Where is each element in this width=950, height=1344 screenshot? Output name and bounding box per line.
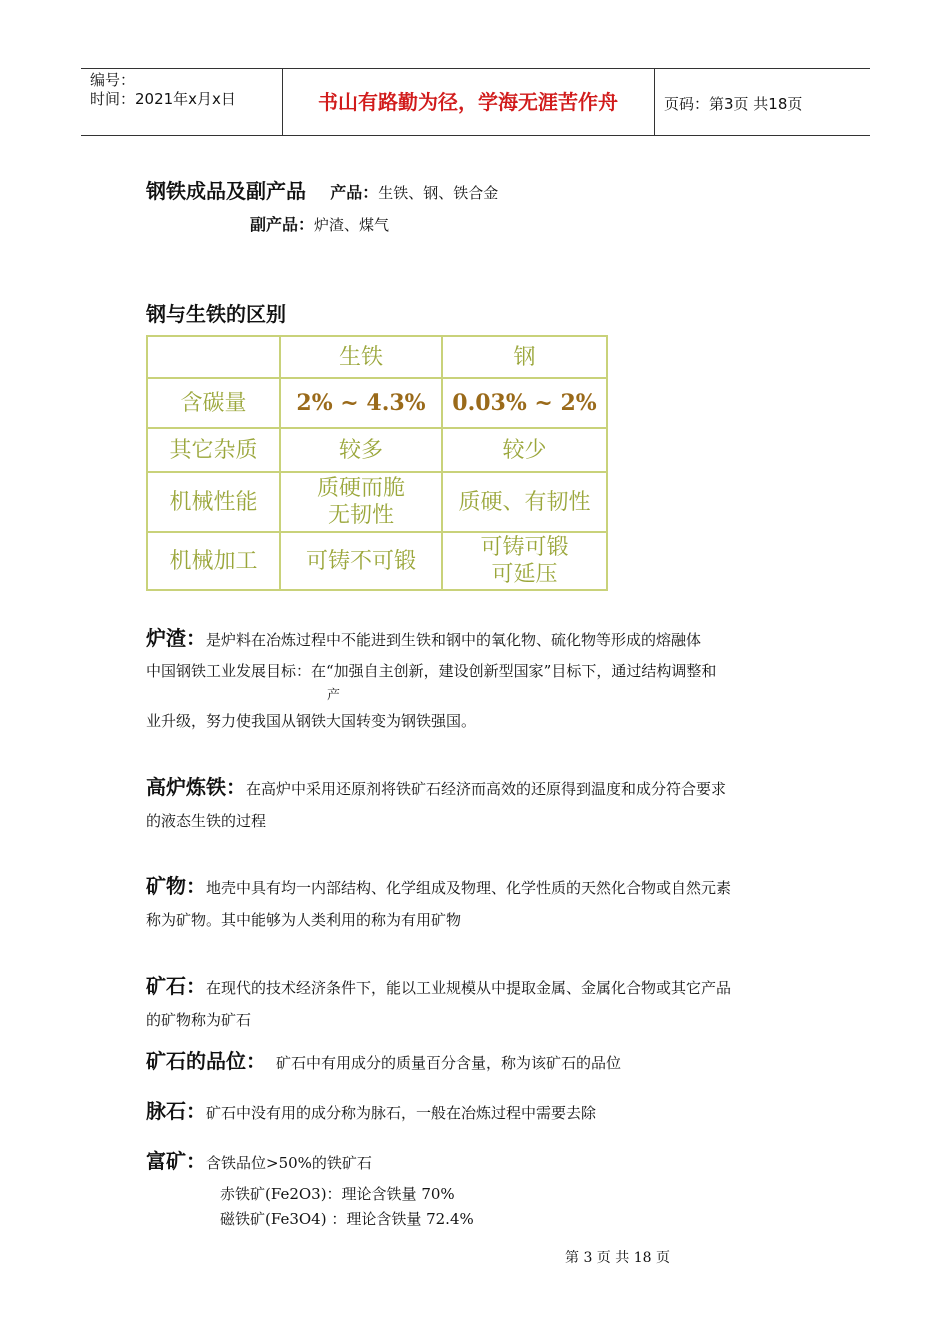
table-cell: 0.03% ~ 2%: [442, 378, 607, 428]
table-row-label: 机械加工: [147, 532, 280, 590]
header-top-rule: [81, 68, 870, 69]
products-title: 钢铁成品及副产品: [146, 179, 306, 203]
table-row-label: 其它杂质: [147, 428, 280, 472]
byproduct-label: 副产品：: [250, 215, 315, 234]
grade-definition: [146, 1045, 621, 1074]
header-bottom-rule: [81, 135, 870, 136]
ore-text-1: 在现代的技术经济条件下，能以工业规模从中提取金属、金属化合物或其它产品: [206, 979, 732, 997]
rich-item-hematite: 赤铁矿(Fe2O3)：理论含铁量 70%: [220, 1185, 455, 1203]
gangue-definition: [146, 1095, 596, 1124]
header-number-label: 编号：: [90, 71, 136, 89]
gangue-term: 脉石：: [146, 1099, 206, 1123]
table-cell: 质硬、有韧性: [442, 472, 607, 532]
slag-text: 是炉料在冶炼过程中不能进到生铁和钢中的氧化物、硫化物等形成的熔融体: [206, 631, 702, 649]
rich-item-magnetite: 磁铁矿(Fe3O4) ：理论含铁量 72.4%: [220, 1210, 474, 1228]
grade-term: 矿石的品位：: [146, 1049, 266, 1073]
page-footer: 第 3 页 共 18 页: [565, 1250, 670, 1266]
mineral-text-1: 地壳中具有均一内部结构、化学组成及物理、化学性质的天然化合物或自然元素: [206, 879, 732, 897]
table-header-cell: 生铁: [280, 336, 442, 378]
mineral-definition: [146, 870, 731, 899]
grade-text: 矿石中有用成分的质量百分含量，称为该矿石的品位: [276, 1054, 622, 1072]
header-divider-right: [654, 68, 655, 136]
product-label: 产品：: [330, 183, 379, 202]
goal-line-2: 业升级，努力使我国从钢铁大国转变为钢铁强国。: [146, 712, 477, 730]
table-cell: 较少: [442, 428, 607, 472]
ore-definition: [146, 970, 731, 999]
table-cell: 质硬而脆 无韧性: [280, 472, 442, 532]
blast-term: 高炉炼铁：: [146, 775, 246, 799]
mineral-text-2: 称为矿物。其中能够为人类利用的称为有用矿物: [146, 911, 462, 929]
table-row-label: 含碳量: [147, 378, 280, 428]
blast-text-2: 的液态生铁的过程: [146, 812, 267, 830]
table-cell: 较多: [280, 428, 442, 472]
blast-definition: [146, 771, 726, 800]
rich-definition: [146, 1145, 372, 1174]
table-header-cell: [147, 336, 280, 378]
table-cell: 2% ~ 4.3%: [280, 378, 442, 428]
mineral-term: 矿物：: [146, 874, 206, 898]
header-page-info: 页码：第3页 共18页: [664, 95, 803, 113]
header-motto: 书山有路勤为径，学海无涯苦作舟: [318, 90, 618, 114]
slag-term: 炉渣：: [146, 626, 206, 650]
byproduct-value: 炉渣、煤气: [314, 216, 390, 234]
products-line: [146, 175, 498, 204]
slag-definition: [146, 622, 701, 651]
diff-title: 钢与生铁的区别: [146, 302, 286, 326]
blast-text-1: 在高炉中采用还原剂将铁矿石经济而高效的还原得到温度和成分符合要求: [246, 780, 727, 798]
goal-line-1: 中国钢铁工业发展目标：在“加强自主创新，建设创新型国家”目标下，通过结构调整和: [146, 662, 717, 680]
table-cell: 可铸可锻 可延压: [442, 532, 607, 590]
ore-text-2: 的矿物称为矿石: [146, 1011, 252, 1029]
comparison-table: [146, 335, 608, 591]
table-cell: 可铸不可锻: [280, 532, 442, 590]
product-value: 生铁、钢、铁合金: [378, 184, 499, 202]
table-row-label: 机械性能: [147, 472, 280, 532]
rich-text: 含铁品位>50%的铁矿石: [206, 1154, 372, 1172]
goal-line-1b: 产: [327, 688, 341, 703]
table-header-cell: 钢: [442, 336, 607, 378]
header-time-label: 时间：2021年x月x日: [90, 90, 236, 108]
byproducts-line: [250, 212, 389, 235]
ore-term: 矿石：: [146, 974, 206, 998]
gangue-text: 矿石中没有用的成分称为脉石，一般在冶炼过程中需要去除: [206, 1104, 597, 1122]
rich-term: 富矿：: [146, 1149, 206, 1173]
